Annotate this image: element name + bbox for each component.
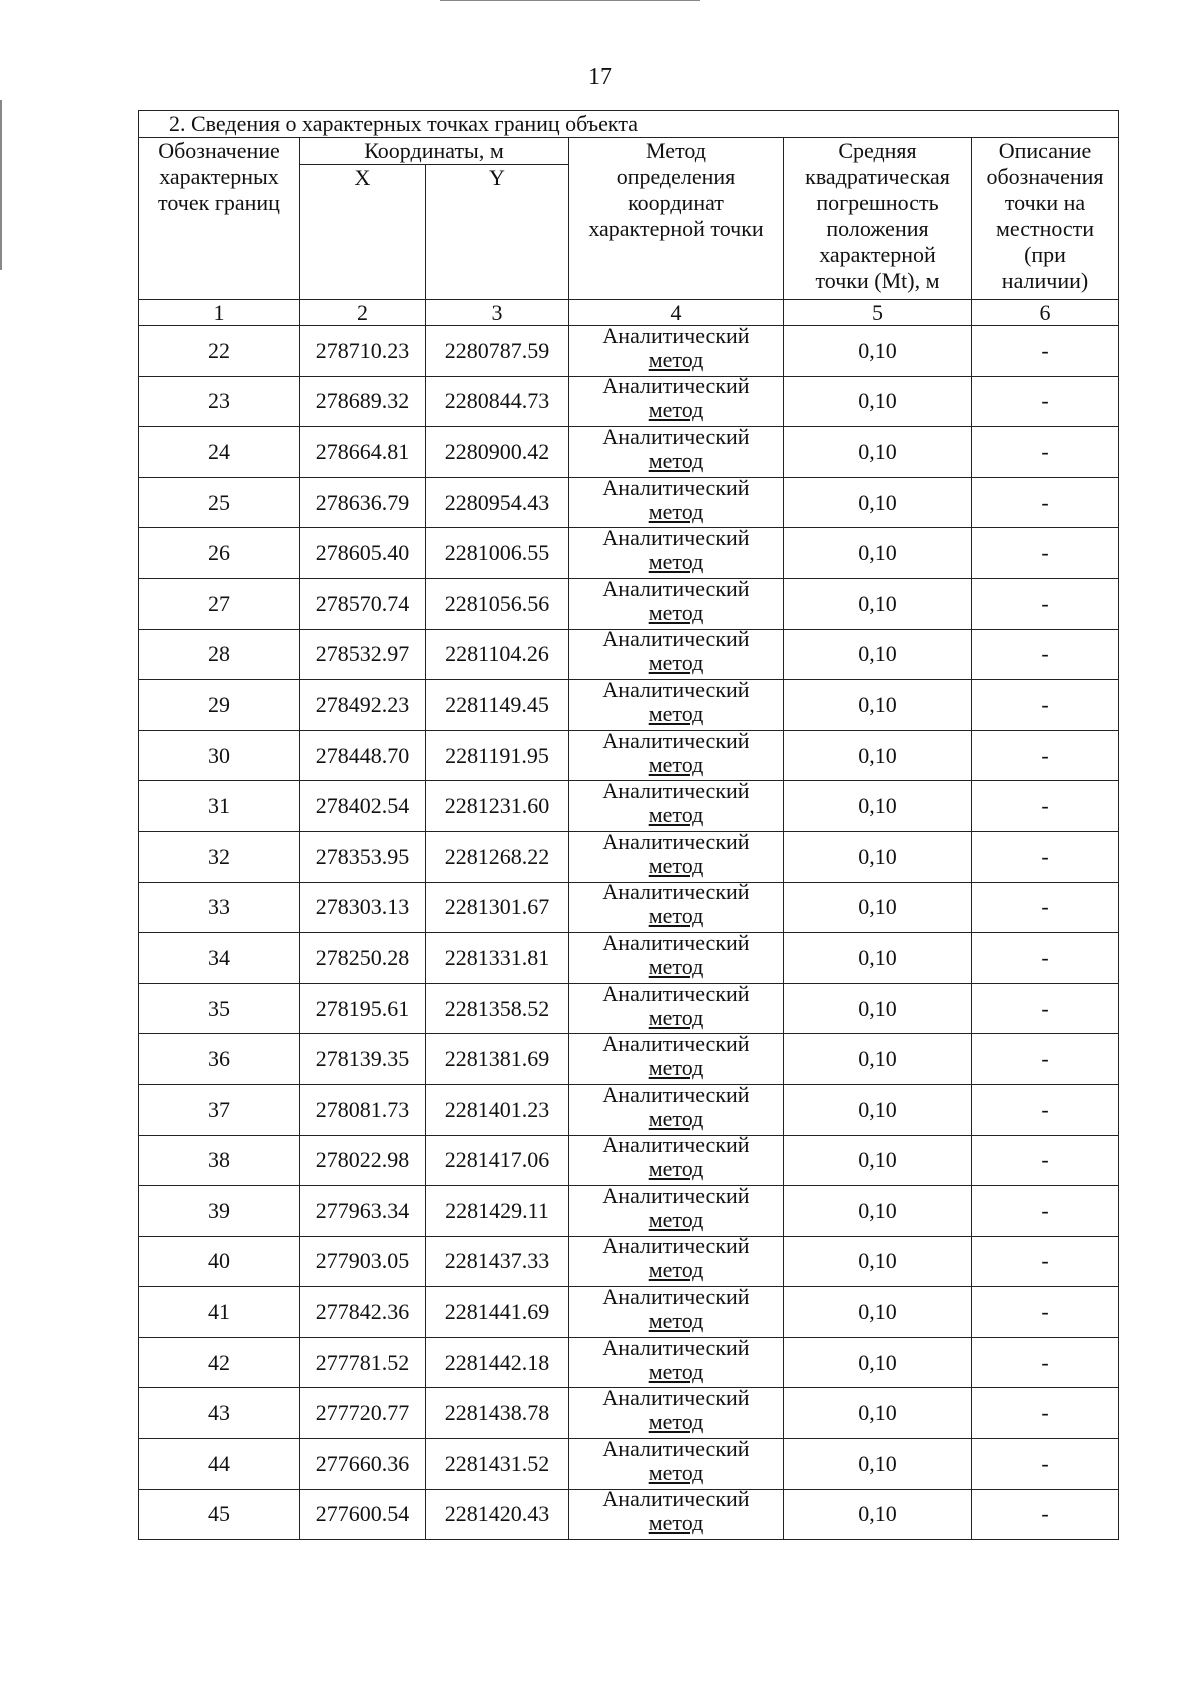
method-text xyxy=(569,528,783,574)
x-coordinate-cell: 278664.81 xyxy=(300,427,426,478)
method-cell xyxy=(569,427,784,478)
point-id-cell: 43 xyxy=(139,1388,300,1439)
point-id-cell: 26 xyxy=(139,528,300,579)
method-line-2: метод xyxy=(648,1055,704,1081)
error-cell: 0,10 xyxy=(784,1439,972,1490)
description-cell: - xyxy=(972,781,1119,832)
method-cell xyxy=(569,781,784,832)
method-text xyxy=(569,680,783,726)
x-coordinate-cell: 278710.23 xyxy=(300,326,426,377)
method-line-1: Аналитический xyxy=(602,882,750,905)
method-text xyxy=(569,730,783,776)
method-line-2: метод xyxy=(648,700,704,726)
method-line-2: метод xyxy=(648,1004,704,1030)
x-coordinate-cell: 278022.98 xyxy=(300,1135,426,1186)
method-line-2: метод xyxy=(648,1156,704,1182)
method-text xyxy=(569,326,783,372)
y-coordinate-cell: 2281431.52 xyxy=(426,1439,569,1490)
method-line-1: Аналитический xyxy=(602,1185,750,1208)
point-id-cell: 23 xyxy=(139,376,300,427)
y-coordinate-cell: 2280787.59 xyxy=(426,326,569,377)
description-cell: - xyxy=(972,730,1119,781)
method-cell xyxy=(569,578,784,629)
y-coordinate-cell: 2280844.73 xyxy=(426,376,569,427)
point-id-cell: 38 xyxy=(139,1135,300,1186)
method-line-1: Аналитический xyxy=(602,376,750,399)
method-line-2: метод xyxy=(648,1257,704,1283)
method-line-1: Аналитический xyxy=(602,325,750,348)
table-row xyxy=(139,1337,1119,1388)
page-number: 17 xyxy=(588,64,612,90)
method-line-1: Аналитический xyxy=(602,1286,750,1310)
scan-edge-mark-left xyxy=(0,100,2,270)
error-cell: 0,10 xyxy=(784,1236,972,1287)
method-line-1: Аналитический xyxy=(602,629,750,652)
error-cell: 0,10 xyxy=(784,578,972,629)
method-line-2: метод xyxy=(648,1459,704,1485)
header-error: Средняя квадратическая погрешность положения характерной точки (Mt), м xyxy=(784,138,972,300)
point-id-cell: 24 xyxy=(139,427,300,478)
method-cell xyxy=(569,326,784,377)
x-coordinate-cell: 278689.32 xyxy=(300,376,426,427)
method-text xyxy=(569,1186,783,1232)
point-id-cell: 39 xyxy=(139,1186,300,1237)
y-coordinate-cell: 2281441.69 xyxy=(426,1287,569,1338)
table-row xyxy=(139,781,1119,832)
y-coordinate-cell: 2281417.06 xyxy=(426,1135,569,1186)
table-row xyxy=(139,528,1119,579)
method-cell xyxy=(569,1084,784,1135)
method-cell xyxy=(569,376,784,427)
table-row xyxy=(139,1034,1119,1085)
description-cell: - xyxy=(972,1084,1119,1135)
column-number: 5 xyxy=(784,300,972,326)
method-line-1: Аналитический xyxy=(602,831,750,854)
description-cell: - xyxy=(972,680,1119,731)
header-coordinates: Координаты, м xyxy=(300,138,569,165)
y-coordinate-cell: 2281149.45 xyxy=(426,680,569,731)
error-cell: 0,10 xyxy=(784,1034,972,1085)
x-coordinate-cell: 278636.79 xyxy=(300,477,426,528)
error-cell: 0,10 xyxy=(784,326,972,377)
x-coordinate-cell: 278139.35 xyxy=(300,1034,426,1085)
description-cell: - xyxy=(972,1439,1119,1490)
table-row xyxy=(139,578,1119,629)
point-id-cell: 33 xyxy=(139,882,300,933)
description-cell: - xyxy=(972,1034,1119,1085)
column-number: 3 xyxy=(426,300,569,326)
table-row xyxy=(139,326,1119,377)
description-cell: - xyxy=(972,1287,1119,1338)
method-line-1: Аналитический xyxy=(602,1438,750,1461)
table-row xyxy=(139,1489,1119,1540)
method-line-1: Аналитический xyxy=(602,932,750,955)
y-coordinate-cell: 2281420.43 xyxy=(426,1489,569,1540)
method-text xyxy=(569,1034,783,1080)
table-row xyxy=(139,831,1119,882)
error-cell: 0,10 xyxy=(784,528,972,579)
description-cell: - xyxy=(972,1236,1119,1287)
error-cell: 0,10 xyxy=(784,730,972,781)
y-coordinate-cell: 2280900.42 xyxy=(426,427,569,478)
description-cell: - xyxy=(972,1337,1119,1388)
point-id-cell: 37 xyxy=(139,1084,300,1135)
method-cell xyxy=(569,1337,784,1388)
method-text xyxy=(569,578,783,624)
method-line-2: метод xyxy=(648,903,704,929)
table-row xyxy=(139,427,1119,478)
error-cell: 0,10 xyxy=(784,781,972,832)
method-text xyxy=(569,1337,783,1383)
point-id-cell: 41 xyxy=(139,1287,300,1338)
method-line-2: метод xyxy=(648,1105,704,1131)
x-coordinate-cell: 278081.73 xyxy=(300,1084,426,1135)
table-row xyxy=(139,1135,1119,1186)
x-coordinate-cell: 277963.34 xyxy=(300,1186,426,1237)
method-cell xyxy=(569,680,784,731)
table-row xyxy=(139,882,1119,933)
y-coordinate-cell: 2281191.95 xyxy=(426,730,569,781)
scan-edge-mark-top xyxy=(440,0,700,1)
method-cell xyxy=(569,629,784,680)
method-line-2: метод xyxy=(648,751,704,777)
method-cell xyxy=(569,477,784,528)
method-text xyxy=(569,376,783,422)
y-coordinate-cell: 2281331.81 xyxy=(426,933,569,984)
method-line-2: метод xyxy=(648,1409,704,1435)
x-coordinate-cell: 278492.23 xyxy=(300,680,426,731)
point-id-cell: 34 xyxy=(139,933,300,984)
method-line-1: Аналитический xyxy=(602,1489,750,1512)
error-cell: 0,10 xyxy=(784,1337,972,1388)
table-row xyxy=(139,376,1119,427)
point-id-cell: 36 xyxy=(139,1034,300,1085)
method-cell xyxy=(569,1135,784,1186)
y-coordinate-cell: 2281381.69 xyxy=(426,1034,569,1085)
method-text xyxy=(569,427,783,473)
y-coordinate-cell: 2281401.23 xyxy=(426,1084,569,1135)
error-cell: 0,10 xyxy=(784,1287,972,1338)
header-row-top xyxy=(139,138,1119,165)
method-text xyxy=(569,1236,783,1282)
method-cell xyxy=(569,528,784,579)
table-row xyxy=(139,629,1119,680)
point-id-cell: 28 xyxy=(139,629,300,680)
y-coordinate-cell: 2281301.67 xyxy=(426,882,569,933)
header-description: Описание обозначения точки на местности (при наличии) xyxy=(972,138,1119,300)
table-row xyxy=(139,680,1119,731)
table-row xyxy=(139,933,1119,984)
method-line-1: Аналитический xyxy=(602,477,750,500)
method-line-1: Аналитический xyxy=(602,1135,750,1158)
method-text xyxy=(569,1135,783,1181)
method-text xyxy=(569,933,783,979)
description-cell: - xyxy=(972,1388,1119,1439)
description-cell: - xyxy=(972,477,1119,528)
table-row xyxy=(139,1186,1119,1237)
method-text xyxy=(569,477,783,523)
point-id-cell: 30 xyxy=(139,730,300,781)
method-line-2: метод xyxy=(648,397,704,423)
header-y: Y xyxy=(426,165,569,300)
error-cell: 0,10 xyxy=(784,376,972,427)
y-coordinate-cell: 2281358.52 xyxy=(426,983,569,1034)
method-text xyxy=(569,1489,783,1535)
error-cell: 0,10 xyxy=(784,1388,972,1439)
method-text xyxy=(569,1084,783,1130)
point-id-cell: 45 xyxy=(139,1489,300,1540)
characteristic-points-table xyxy=(138,110,1119,1540)
method-line-1: Аналитический xyxy=(602,1084,750,1107)
error-cell: 0,10 xyxy=(784,680,972,731)
method-text xyxy=(569,1439,783,1485)
method-cell xyxy=(569,1236,784,1287)
x-coordinate-cell: 278570.74 xyxy=(300,578,426,629)
method-cell xyxy=(569,983,784,1034)
table-caption-row xyxy=(139,111,1119,138)
column-number: 6 xyxy=(972,300,1119,326)
x-coordinate-cell: 277600.54 xyxy=(300,1489,426,1540)
method-text xyxy=(569,983,783,1029)
method-text xyxy=(569,831,783,877)
point-id-cell: 22 xyxy=(139,326,300,377)
description-cell: - xyxy=(972,376,1119,427)
method-line-1: Аналитический xyxy=(602,426,750,449)
method-cell xyxy=(569,1034,784,1085)
y-coordinate-cell: 2281104.26 xyxy=(426,629,569,680)
point-id-cell: 27 xyxy=(139,578,300,629)
table-row xyxy=(139,1439,1119,1490)
x-coordinate-cell: 277660.36 xyxy=(300,1439,426,1490)
error-cell: 0,10 xyxy=(784,629,972,680)
x-coordinate-cell: 277781.52 xyxy=(300,1337,426,1388)
method-line-2: метод xyxy=(648,650,704,676)
method-line-2: метод xyxy=(648,1358,704,1384)
y-coordinate-cell: 2281437.33 xyxy=(426,1236,569,1287)
error-cell: 0,10 xyxy=(784,1135,972,1186)
y-coordinate-cell: 2281006.55 xyxy=(426,528,569,579)
method-line-2: метод xyxy=(648,1206,704,1232)
header-method: Метод определения координат характерной точки xyxy=(569,138,784,300)
description-cell: - xyxy=(972,528,1119,579)
x-coordinate-cell: 277720.77 xyxy=(300,1388,426,1439)
method-line-1: Аналитический xyxy=(602,679,750,702)
y-coordinate-cell: 2281268.22 xyxy=(426,831,569,882)
x-coordinate-cell: 278402.54 xyxy=(300,781,426,832)
method-line-2: метод xyxy=(648,346,704,372)
error-cell: 0,10 xyxy=(784,427,972,478)
column-number: 1 xyxy=(139,300,300,326)
error-cell: 0,10 xyxy=(784,1084,972,1135)
method-line-2: метод xyxy=(648,852,704,878)
method-line-2: метод xyxy=(648,1510,704,1536)
method-text xyxy=(569,629,783,675)
y-coordinate-cell: 2281056.56 xyxy=(426,578,569,629)
y-coordinate-cell: 2281429.11 xyxy=(426,1186,569,1237)
point-id-cell: 32 xyxy=(139,831,300,882)
method-line-2: метод xyxy=(648,549,704,575)
description-cell: - xyxy=(972,831,1119,882)
y-coordinate-cell: 2281438.78 xyxy=(426,1388,569,1439)
column-number: 2 xyxy=(300,300,426,326)
method-cell xyxy=(569,1388,784,1439)
method-line-1: Аналитический xyxy=(602,730,750,753)
error-cell: 0,10 xyxy=(784,983,972,1034)
method-line-2: метод xyxy=(648,498,704,524)
description-cell: - xyxy=(972,1186,1119,1237)
method-line-1: Аналитический xyxy=(602,1033,750,1057)
method-text xyxy=(569,781,783,827)
y-coordinate-cell: 2280954.43 xyxy=(426,477,569,528)
point-id-cell: 35 xyxy=(139,983,300,1034)
description-cell: - xyxy=(972,326,1119,377)
method-text xyxy=(569,882,783,928)
method-cell xyxy=(569,730,784,781)
error-cell: 0,10 xyxy=(784,882,972,933)
method-cell xyxy=(569,1439,784,1490)
error-cell: 0,10 xyxy=(784,831,972,882)
point-id-cell: 44 xyxy=(139,1439,300,1490)
method-line-1: Аналитический xyxy=(602,1387,750,1411)
description-cell: - xyxy=(972,427,1119,478)
method-line-2: метод xyxy=(648,953,704,979)
point-id-cell: 31 xyxy=(139,781,300,832)
table-row xyxy=(139,477,1119,528)
description-cell: - xyxy=(972,882,1119,933)
method-line-1: Аналитический xyxy=(602,578,750,601)
method-line-2: метод xyxy=(648,599,704,625)
x-coordinate-cell: 277903.05 xyxy=(300,1236,426,1287)
table-row xyxy=(139,1287,1119,1338)
method-line-1: Аналитический xyxy=(602,1236,750,1259)
header-x: X xyxy=(300,165,426,300)
x-coordinate-cell: 278303.13 xyxy=(300,882,426,933)
method-line-2: метод xyxy=(648,802,704,828)
table-row xyxy=(139,1084,1119,1135)
method-cell xyxy=(569,1287,784,1338)
x-coordinate-cell: 278448.70 xyxy=(300,730,426,781)
description-cell: - xyxy=(972,933,1119,984)
x-coordinate-cell: 278605.40 xyxy=(300,528,426,579)
point-id-cell: 42 xyxy=(139,1337,300,1388)
point-id-cell: 29 xyxy=(139,680,300,731)
table-row xyxy=(139,1388,1119,1439)
table-row xyxy=(139,1236,1119,1287)
x-coordinate-cell: 278250.28 xyxy=(300,933,426,984)
description-cell: - xyxy=(972,1489,1119,1540)
column-number: 4 xyxy=(569,300,784,326)
method-text xyxy=(569,1287,783,1333)
method-text xyxy=(569,1388,783,1434)
method-line-1: Аналитический xyxy=(602,1337,750,1360)
column-number-row xyxy=(139,300,1119,326)
method-line-1: Аналитический xyxy=(602,527,750,551)
method-cell xyxy=(569,831,784,882)
error-cell: 0,10 xyxy=(784,933,972,984)
x-coordinate-cell: 278353.95 xyxy=(300,831,426,882)
description-cell: - xyxy=(972,578,1119,629)
error-cell: 0,10 xyxy=(784,1186,972,1237)
description-cell: - xyxy=(972,629,1119,680)
method-cell xyxy=(569,1489,784,1540)
method-line-2: метод xyxy=(648,1308,704,1334)
x-coordinate-cell: 278195.61 xyxy=(300,983,426,1034)
method-cell xyxy=(569,882,784,933)
x-coordinate-cell: 278532.97 xyxy=(300,629,426,680)
point-id-cell: 25 xyxy=(139,477,300,528)
description-cell: - xyxy=(972,983,1119,1034)
y-coordinate-cell: 2281231.60 xyxy=(426,781,569,832)
table-caption: 2. Сведения о характерных точках границ объекта xyxy=(139,111,1119,138)
y-coordinate-cell: 2281442.18 xyxy=(426,1337,569,1388)
table-row xyxy=(139,730,1119,781)
table-row xyxy=(139,983,1119,1034)
method-line-1: Аналитический xyxy=(602,780,750,804)
point-id-cell: 40 xyxy=(139,1236,300,1287)
error-cell: 0,10 xyxy=(784,477,972,528)
header-designation: Обозначение характерных точек границ xyxy=(139,138,300,300)
method-cell xyxy=(569,933,784,984)
method-line-2: метод xyxy=(648,447,704,473)
method-line-1: Аналитический xyxy=(602,983,750,1006)
x-coordinate-cell: 277842.36 xyxy=(300,1287,426,1338)
method-cell xyxy=(569,1186,784,1237)
description-cell: - xyxy=(972,1135,1119,1186)
error-cell: 0,10 xyxy=(784,1489,972,1540)
